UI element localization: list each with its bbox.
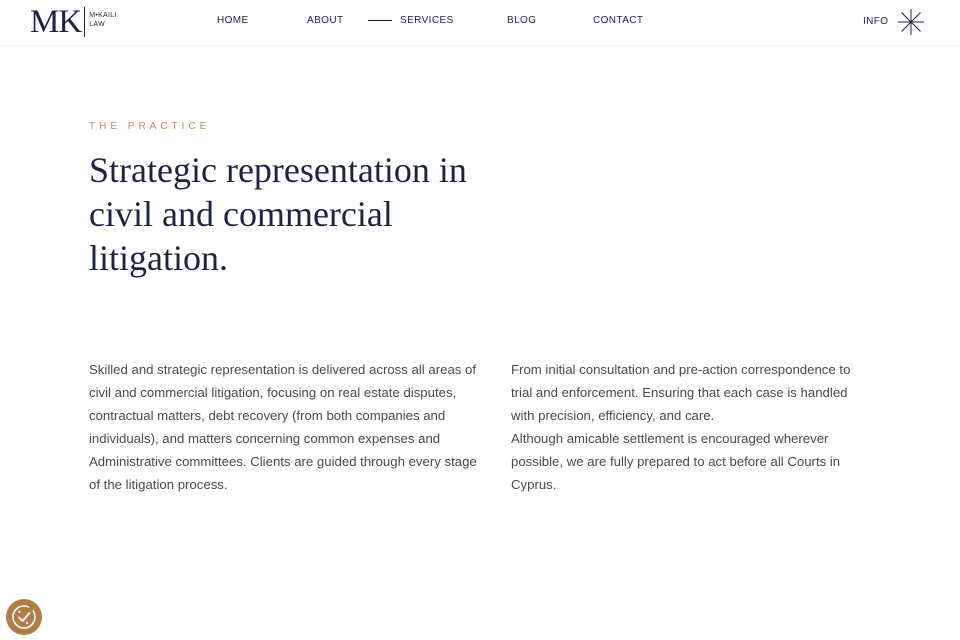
site-header [0, 0, 960, 46]
nav-home[interactable]: HOME [217, 15, 249, 26]
asterisk-star-icon[interactable] [897, 8, 925, 36]
page-headline: Strategic representation in civil and commercial litigation. [89, 150, 467, 278]
practice-description-right-1: From initial consultation and pre-action correspondence to trial and enforcement. Ensuring that each case is handled with precision, efficiency, and care. [511, 362, 851, 423]
nav-about[interactable]: ABOUT [307, 15, 344, 26]
cookie-consent-icon [6, 599, 42, 635]
info-link[interactable]: INFO [863, 16, 889, 27]
logo-line-1: M•KAILI [89, 12, 117, 19]
site-logo[interactable] [30, 5, 117, 39]
nav-services[interactable]: SERVICES [400, 15, 454, 26]
cookie-settings-button[interactable] [6, 599, 42, 635]
nav-blog[interactable]: BLOG [507, 15, 537, 26]
practice-description-right-2: Although amicable settlement is encouraged wherever possible, we are fully prepared to act before all Courts in Cyprus. [511, 431, 841, 492]
practice-description-right [511, 358, 871, 496]
logo-wordmark [89, 11, 117, 29]
logo-mark: MK [30, 4, 82, 40]
section-eyebrow: THE PRACTICE [89, 121, 211, 132]
logo-line-2: LAW [89, 21, 105, 28]
logo-divider [84, 7, 85, 37]
nav-active-indicator [368, 20, 392, 21]
nav-contact[interactable]: CONTACT [593, 15, 644, 26]
practice-description-left: Skilled and strategic representation is delivered across all areas of civil and commercial litigation, focusing on real estate disputes, contractual matters, debt recovery (from both companies and individuals), and matters concerning common expenses and Administrative committees. Clients are guided through every stage of the litigation process. [89, 362, 477, 492]
